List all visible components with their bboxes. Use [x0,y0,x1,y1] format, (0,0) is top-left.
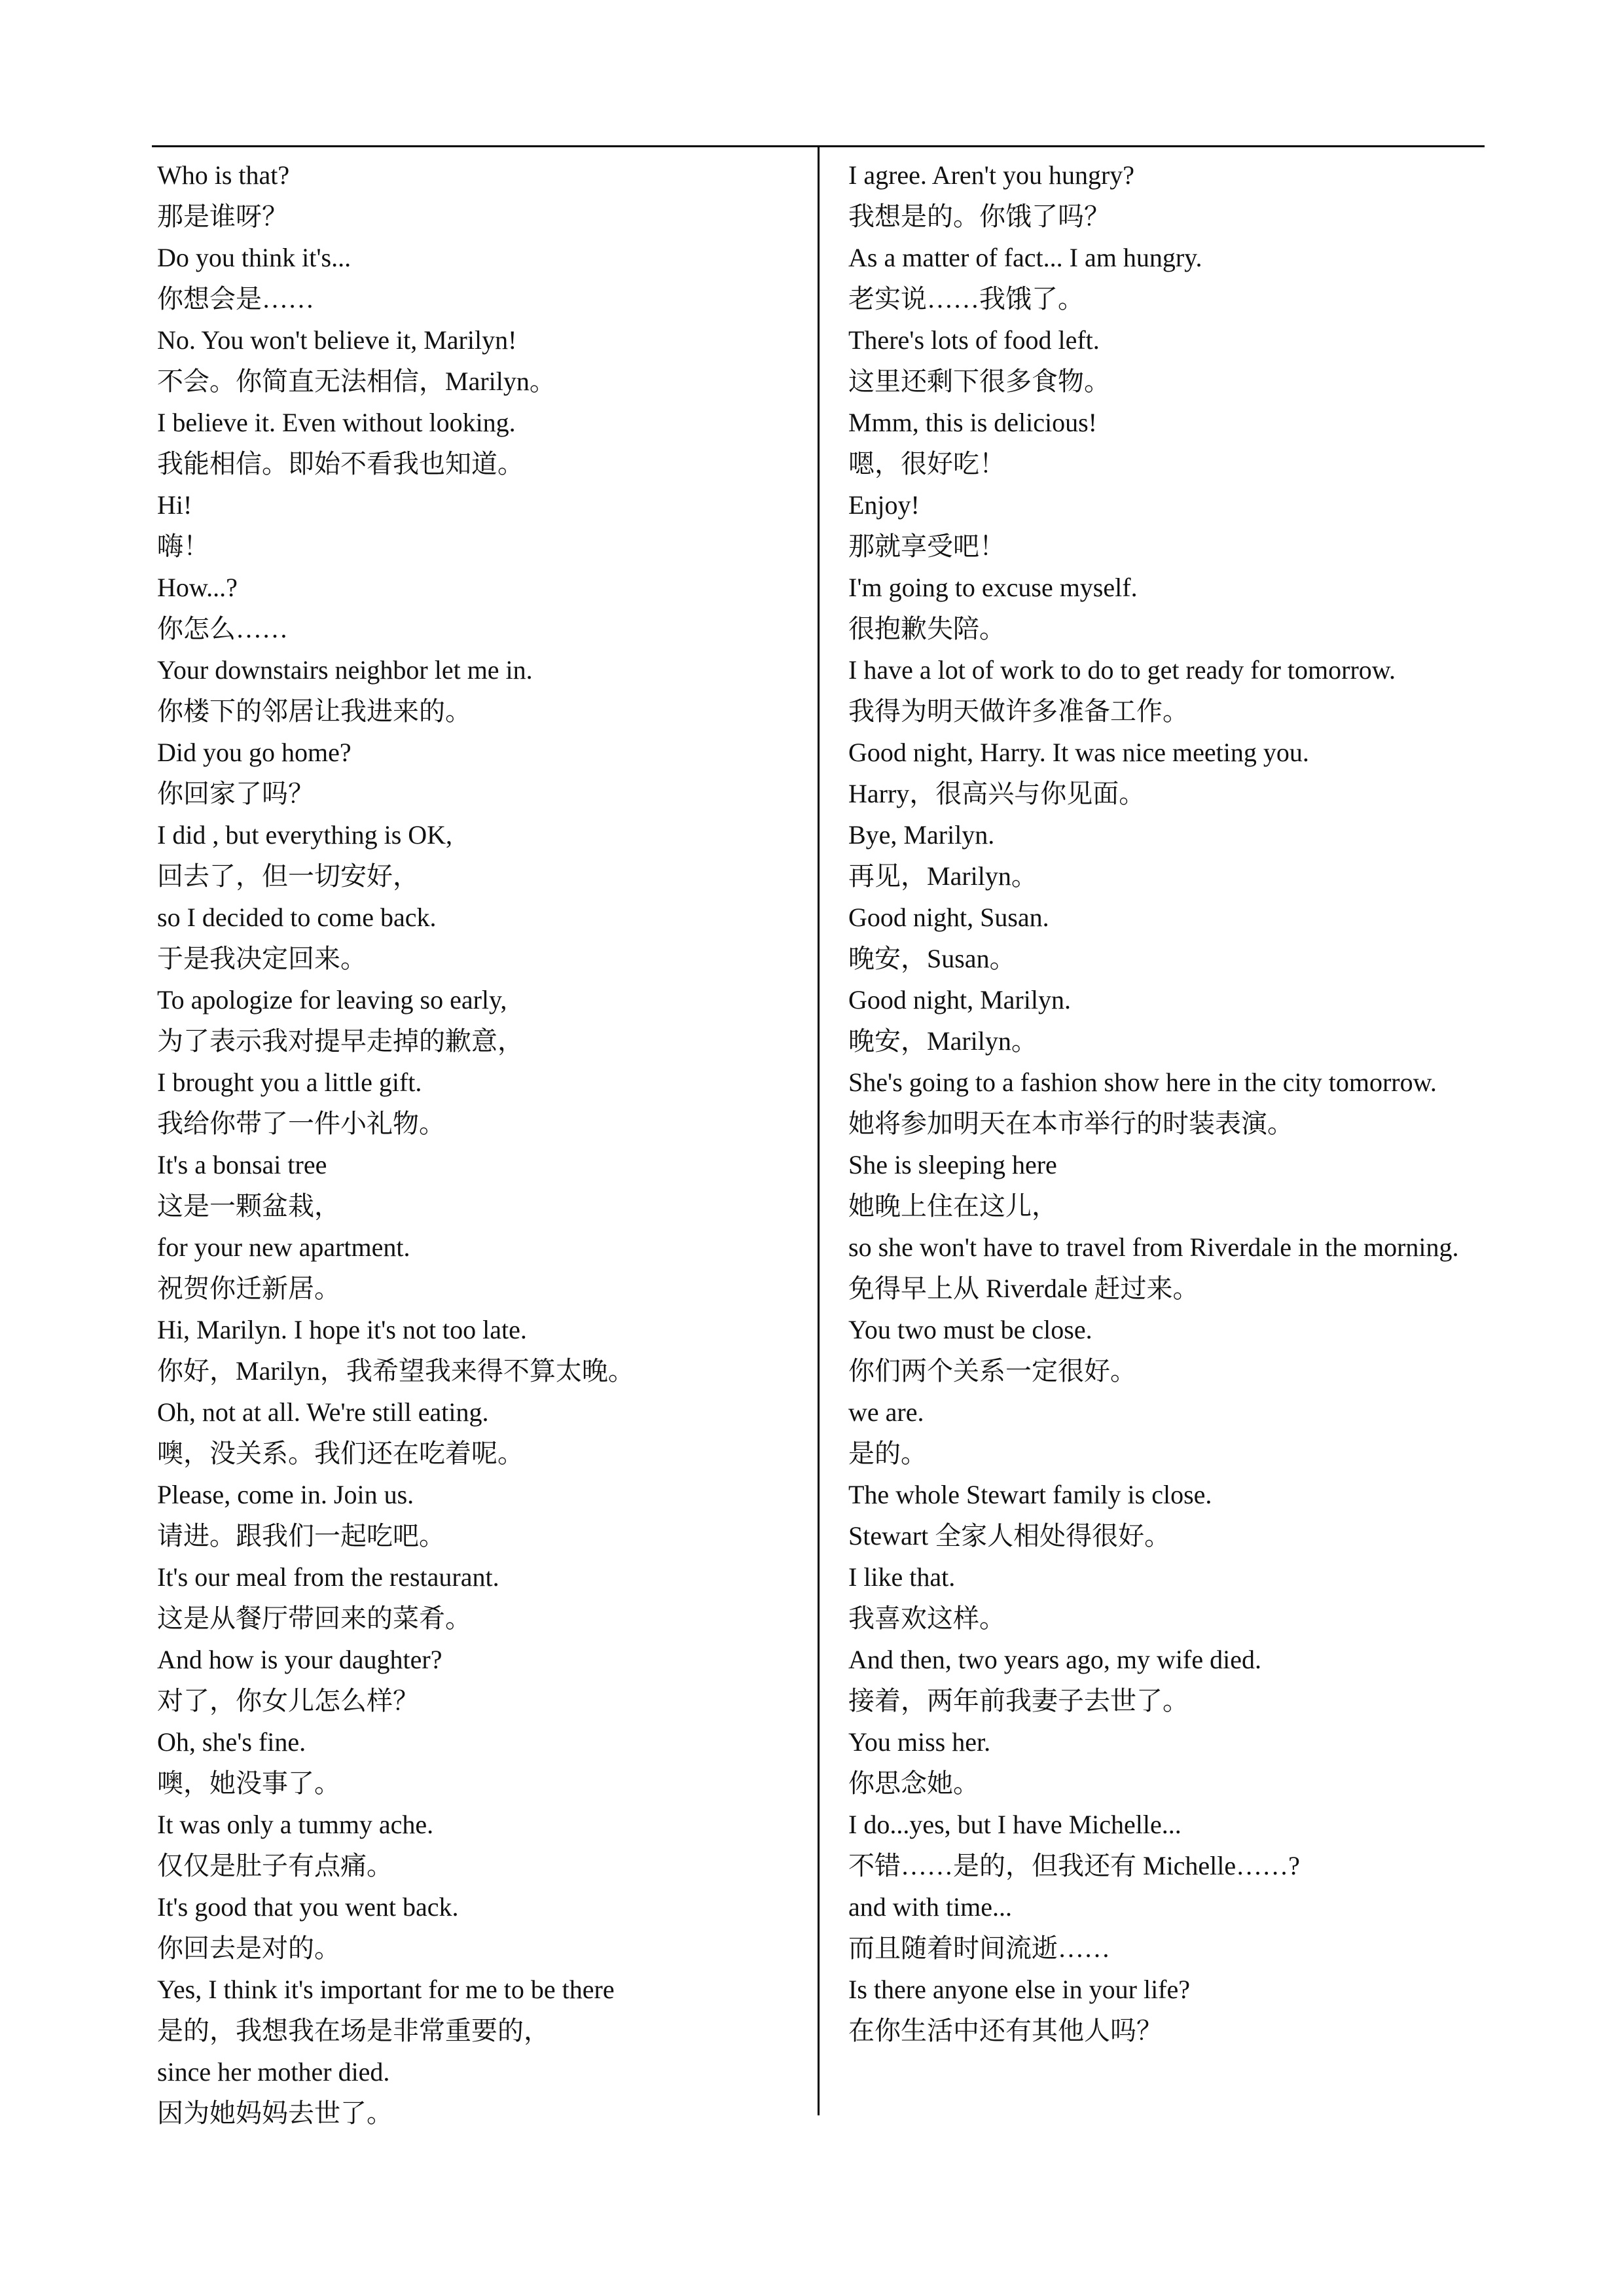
text-line: 请进。跟我们一起吃吧。 [157,1521,445,1551]
text-line: 那是谁呀？ [157,202,288,231]
text-line: 不会。你简直无法相信，Marilyn。 [157,367,556,396]
text-line: 很抱歉失陪。 [848,614,1005,643]
text-line: Good night, Susan. [848,903,1049,932]
text-line: 是的，我想我在场是非常重要的， [157,2016,550,2045]
text-line: 你怎么…… [157,614,288,643]
text-line: 祝贺你迁新居。 [157,1274,340,1303]
text-line: It's our meal from the restaurant. [157,1562,499,1592]
text-line: 这是从餐厅带回来的菜肴。 [157,1604,471,1633]
text-line: 回去了，但一切安好， [157,861,419,891]
text-line: Good night, Marilyn. [848,985,1071,1014]
text-line: 免得早上从 Riverdale 赶过来。 [848,1274,1199,1303]
text-line: 为了表示我对提早走掉的歉意， [157,1026,524,1056]
text-line: How...? [157,573,238,602]
text-line: 是的。 [848,1439,927,1468]
text-line: 我得为明天做许多准备工作。 [848,696,1189,726]
text-line: since her mother died. [157,2057,390,2087]
text-line: I believe it. Even without looking. [157,408,516,437]
text-line: She's going to a fashion show here in the city tomorrow. [848,1067,1437,1097]
text-line: Yes, I think it's important for me to be there [157,1975,615,2004]
text-line: Oh, not at all. We're still eating. [157,1397,489,1427]
text-line: Did you go home? [157,738,352,767]
text-line: Who is that? [157,160,290,190]
text-line: we are. [848,1397,924,1427]
text-line: 她将参加明天在本市举行的时装表演。 [848,1109,1293,1138]
text-line: 晚安，Marilyn。 [848,1026,1038,1056]
column-divider [818,145,820,2115]
right-column [848,154,1481,2051]
text-line: 晚安，Susan。 [848,944,1016,973]
text-line: You two must be close. [848,1315,1092,1344]
text-line: Your downstairs neighbor let me in. [157,655,533,685]
text-line: 我能相信。即始不看我也知道。 [157,449,524,478]
text-line: I like that. [848,1562,956,1592]
text-line: 我喜欢这样。 [848,1604,1005,1633]
text-line: 噢，她没事了。 [157,1768,340,1798]
text-line: Oh, she's fine. [157,1727,306,1757]
text-line: Harry，很高兴与你见面。 [848,779,1146,808]
text-line: 你好，Marilyn，我希望我来得不算太晚。 [157,1356,634,1386]
text-line: I agree. Aren't you hungry? [848,160,1135,190]
text-line: It was only a tummy ache. [157,1810,434,1839]
text-line: I have a lot of work to do to get ready for tomorrow. [848,655,1396,685]
text-line: 于是我决定回来。 [157,944,367,973]
text-line: 接着，两年前我妻子去世了。 [848,1686,1189,1715]
text-line: Do you think it's... [157,243,352,272]
text-line: Good night, Harry. It was nice meeting you. [848,738,1309,767]
text-line: 你们两个关系一定很好。 [848,1356,1136,1386]
text-line: and with time... [848,1892,1012,1922]
text-line: 那就享受吧！ [848,531,1005,561]
text-line: 在你生活中还有其他人吗？ [848,2016,1163,2045]
text-line: so I decided to come back. [157,903,437,932]
text-line: It's a bonsai tree [157,1150,327,1179]
text-line: 而且随着时间流逝…… [848,1933,1110,1963]
text-line: 不错……是的，但我还有 Michelle……? [848,1851,1300,1880]
left-column [157,154,805,2134]
text-line: It's good that you went back. [157,1892,459,1922]
text-line: And how is your daughter? [157,1645,442,1674]
text-line: The whole Stewart family is close. [848,1480,1212,1509]
text-line: for your new apartment. [157,1232,410,1262]
text-line: 老实说……我饿了。 [848,284,1084,314]
text-line: 这里还剩下很多食物。 [848,367,1110,396]
text-line: You miss her. [848,1727,991,1757]
text-line: 仅仅是肚子有点痛。 [157,1851,393,1880]
text-line: To apologize for leaving so early, [157,985,507,1014]
text-line: so she won't have to travel from Riverdale in the morning. [848,1232,1459,1262]
text-line: I'm going to excuse myself. [848,573,1138,602]
text-line: 你回家了吗？ [157,779,314,808]
text-line: 你思念她。 [848,1768,979,1798]
text-line: 这是一颗盆栽， [157,1191,340,1221]
text-line: She is sleeping here [848,1150,1057,1179]
text-line: Hi! [157,490,192,520]
text-line: 再见，Marilyn。 [848,861,1038,891]
text-line: 你楼下的邻居让我进来的。 [157,696,471,726]
text-line: Stewart 全家人相处得很好。 [848,1521,1171,1551]
text-line: There's lots of food left. [848,325,1100,355]
text-line: Is there anyone else in your life? [848,1975,1191,2004]
text-line: 噢，没关系。我们还在吃着呢。 [157,1439,524,1468]
text-line: 我想是的。你饿了吗？ [848,202,1110,231]
text-line: 嗨！ [157,531,209,561]
text-line: I do...yes, but I have Michelle... [848,1810,1182,1839]
text-line: 嗯，很好吃！ [848,449,1005,478]
text-line: Bye, Marilyn. [848,820,995,850]
text-line: 你回去是对的。 [157,1933,340,1963]
text-line: 我给你带了一件小礼物。 [157,1109,445,1138]
text-line: 你想会是…… [157,284,314,314]
text-line: 她晚上住在这儿， [848,1191,1058,1221]
text-line: As a matter of fact... I am hungry. [848,243,1202,272]
text-line: No. You won't believe it, Marilyn! [157,325,517,355]
text-line: I brought you a little gift. [157,1067,422,1097]
text-line: Enjoy! [848,490,920,520]
text-line: 因为她妈妈去世了。 [157,2098,393,2128]
text-line: Hi, Marilyn. I hope it's not too late. [157,1315,527,1344]
text-line: And then, two years ago, my wife died. [848,1645,1261,1674]
text-line: Please, come in. Join us. [157,1480,414,1509]
text-line: I did , but everything is OK, [157,820,453,850]
text-line: Mmm, this is delicious! [848,408,1097,437]
text-line: 对了，你女儿怎么样？ [157,1686,419,1715]
